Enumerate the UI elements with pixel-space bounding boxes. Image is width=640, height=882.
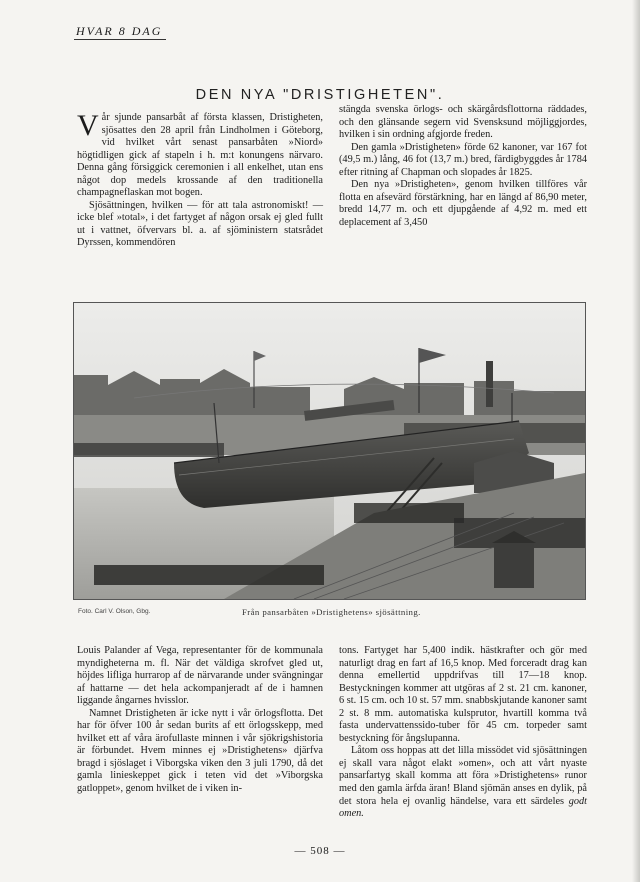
paragraph: tons. Fartyget har 5,400 indik. hästkrafter och gör med naturligt drag en fart af 16,5 knop. Med forceradt drag kan denna emellertid uppdrifvas till 17—18 knop. Bestyckningen kommer att utgöras af 2 st. 21 cm. kanoner, 6 st. 15 cm. och 10 st. 57 mm. snabbskjutande kanoner samt 2 st. 8 mm. automatiska kulsprutor, hvartill komma två fasta undervattenssido-tuber för 45 cm. torpeder samt bestyckning för ångslupanna. xyxy=(339,645,587,744)
paragraph: Namnet Dristigheten är icke nytt i vår örlogsflotta. Det har för öfver 100 år sedan burits af ett örlogsskepp, med hvilket ett af våra ärofullaste minnen i vår sjökrigshistoria är förbundet. Hvem minnes ej »Dristighetens» djärfva bragd i sjöslaget i Viborgska viken den 3 juli 1790, då det gamla linieskeppet gick i teten vid det »Viborgska gatloppet», genom hvilket de i viken in- xyxy=(77,707,323,795)
paragraph: Den gamla »Dristigheten» förde 62 kanoner, var 167 fot (49,5 m.) lång, 46 fot (13,7 m.) bred, färdigbyggdes år 1784 efter ritning af Chapman och slopades år 1825. xyxy=(339,141,587,178)
binding-shadow xyxy=(632,0,640,882)
photo-credit: Foto. Carl V. Olson, Gbg. xyxy=(78,608,151,615)
article-title: DEN NYA "DRISTIGHETEN". xyxy=(195,87,445,103)
paragraph: Sjösättningen, hvilken — för att tala astronomiskt! — icke blef »total», i det fartyget af någon orsak ej gled fullt ut i vattnet, öfvervars bl. a. af sjöministern statsrådet Dyrssen, kommendören xyxy=(77,199,323,249)
drop-cap: V xyxy=(77,109,99,142)
paragraph-text: Låtom oss hoppas att det lilla missödet vid sjösättningen ej skall vara något elakt »omen», och att vårt nyaste pansarfartyg skall komma att föra »Dristighetens» runor med den gamla ärfda äran! Bland sjömän anses en dylik, på det stora hela ej ovanlig händelse, vara ett särdeles xyxy=(339,745,587,807)
emphasis: godt omen. xyxy=(339,795,587,820)
column-bottom-left xyxy=(77,645,323,796)
launch-photograph-illustration xyxy=(74,303,585,599)
column-top-right xyxy=(339,104,587,229)
column-bottom-right xyxy=(339,645,587,821)
running-head: HVAR 8 DAG xyxy=(76,24,163,38)
paragraph: Louis Palander af Vega, representanter för de kommunala myndigheterna m. fl. När det väldiga skrofvet gled ut, höjdes lifliga hurrarop af de närvarande under svängningar af hattarne — det hela ackompanjeradt af de i hamnen liggande ångarnes hvisslor. xyxy=(77,645,323,707)
paragraph xyxy=(77,109,323,200)
chimney-icon xyxy=(486,361,493,407)
running-head-rule xyxy=(74,39,166,40)
photo-caption: Från pansarbåten »Dristighetens» sjösättning. xyxy=(242,607,421,617)
paragraph: Den nya »Dristigheten», genom hvilken tillföres vår flotta en afsevärd förstärkning, har en längd af 86,90 meter, bredd 14,77 m. och ett djupgående af 4,92 m. med ett deplacement af 3,450 xyxy=(339,179,587,228)
page-number: — 508 — xyxy=(294,845,346,857)
paragraph-text: år sjunde pansarbåt af första klassen, Dristigheten, sjösattes den 28 april från Lindholmen i Göteborg, vid hvilket vårt senast pansarbåten »Niord» högtidligen gick af stapeln i h. m:t konungens närvaro. Denna gång försiggick ceremonien i all enkelhet, utan ens något dop medels krossande af den traditionella champagneflaskan mot bogen. xyxy=(77,112,323,199)
paragraph: stängda svenska örlogs- och skärgårdsflottorna räddades, och den glänsande segern vid Svensksund möjliggjordes, hvilken i sin ordning afgjorde freden. xyxy=(339,104,587,141)
column-top-left xyxy=(77,109,323,250)
launch-photograph xyxy=(73,302,586,600)
paragraph xyxy=(339,745,587,820)
